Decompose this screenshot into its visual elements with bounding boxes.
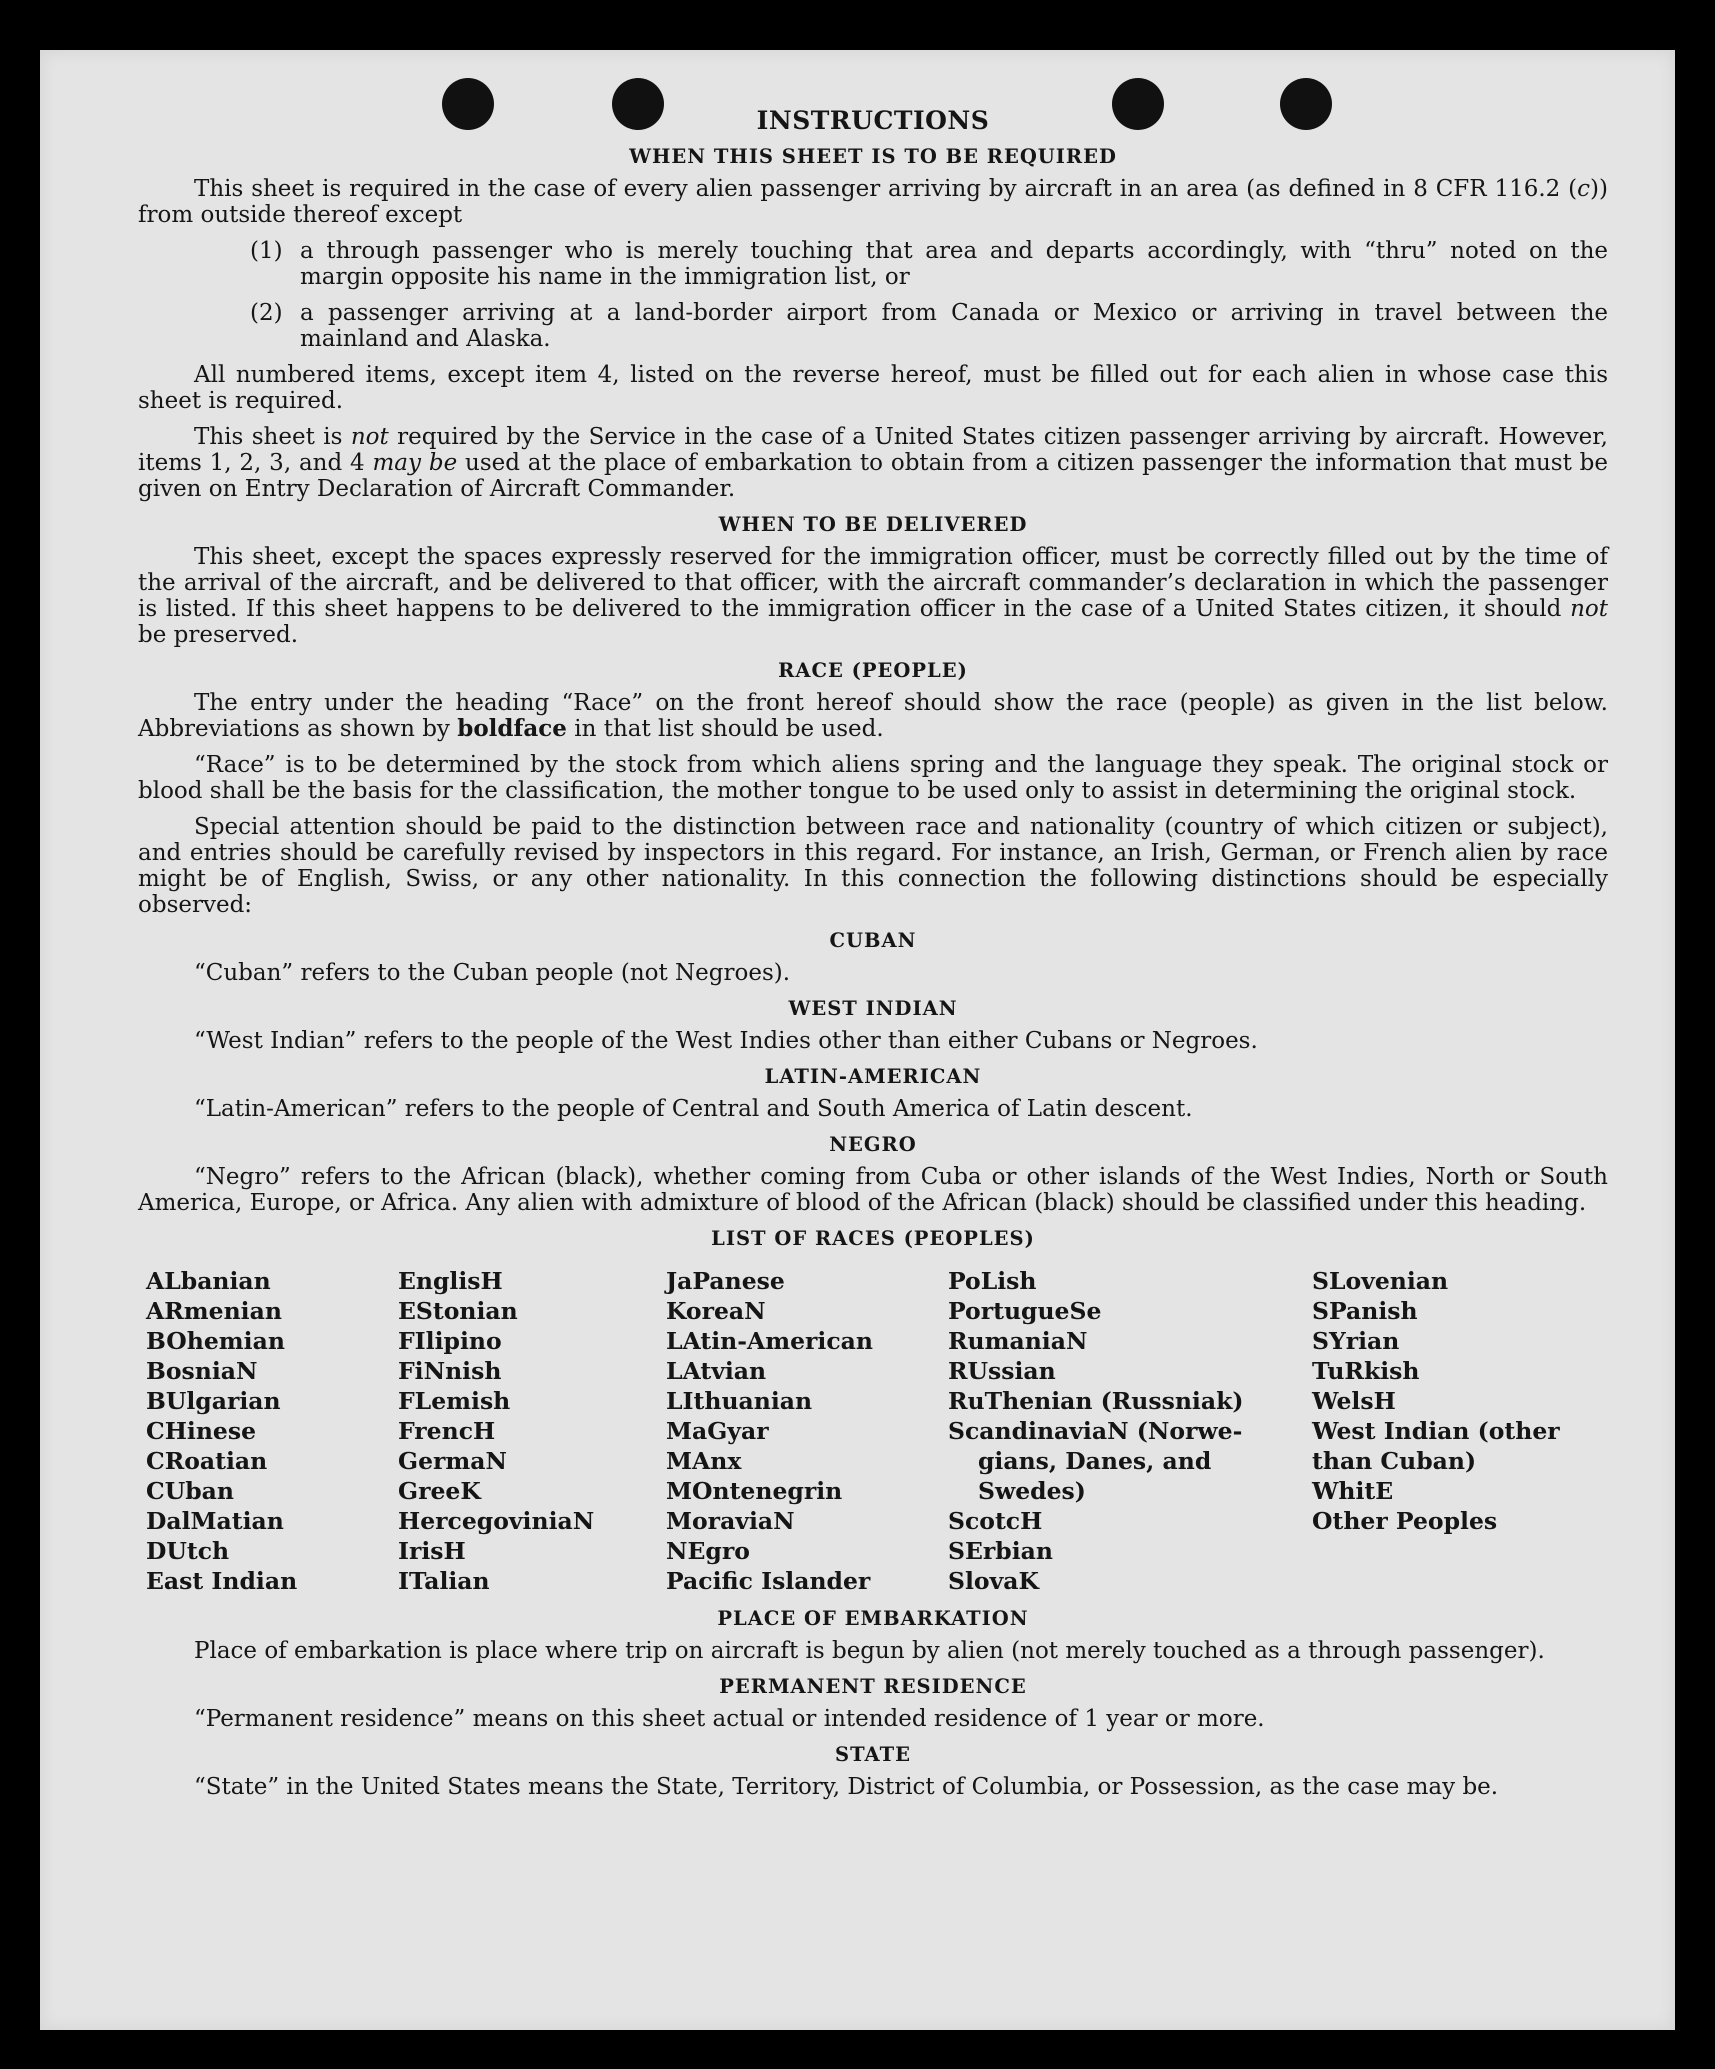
race-item: SErbian (948, 1537, 1053, 1565)
race-item: SlovaK (948, 1567, 1039, 1595)
heading-list-of-races: LIST OF RACES (PEOPLES) (711, 1227, 1035, 1250)
race-item: FLemish (398, 1387, 511, 1415)
race-list (146, 1266, 1608, 1596)
heading-race: RACE (PEOPLE) (778, 659, 968, 682)
race-item: MAnx (666, 1447, 742, 1475)
heading-state: STATE (835, 1743, 911, 1766)
race-item: PoLish (948, 1267, 1037, 1295)
race-item: CUban (146, 1477, 234, 1505)
race-item: LAtin-American (666, 1327, 873, 1355)
race-item: SPanish (1312, 1297, 1418, 1325)
race-item: HercegoviniaN (398, 1507, 595, 1535)
document-body (138, 108, 1608, 1810)
heading-embarkation: PLACE OF EMBARKATION (717, 1607, 1029, 1630)
race-item: CHinese (146, 1417, 257, 1445)
paragraph-delivered: This sheet, except the spaces expressly reserved for the immigration officer, must be correctly filled out by the time of the arrival of the aircraft, and be delivered to that officer, with the aircraft commander’s declaration in which the passenger is listed. If this sheet happens to be delivered to the immigration officer in the case of a United States citizen, it should not be preserved. (138, 544, 1608, 648)
paragraph-required: This sheet is required in the case of every alien passenger arriving by aircraft in an area (as defined in 8 CFR 116.2 (c)) from outside thereof except (138, 176, 1608, 228)
heading-delivered: WHEN TO BE DELIVERED (718, 513, 1028, 536)
heading-negro: NEGRO (829, 1133, 917, 1156)
race-item: DUtch (146, 1537, 230, 1565)
race-item: West Indian (other (1312, 1417, 1560, 1445)
race-column-3 (666, 1266, 948, 1596)
paragraph-cuban: “Cuban” refers to the Cuban people (not Negroes). (194, 960, 791, 986)
race-item: ALbanian (146, 1267, 271, 1295)
paragraph-permanent-residence: “Permanent residence” means on this sheet actual or intended residence of 1 year or more. (194, 1706, 1265, 1732)
race-item-continued: Swedes) (978, 1477, 1086, 1505)
race-column-1 (146, 1266, 398, 1596)
race-item: KoreaN (666, 1297, 766, 1325)
paragraph-race-entry: The entry under the heading “Race” on the front hereof should show the race (people) as given in the list below. Abbreviations as shown by boldface in that list should be used. (138, 690, 1608, 742)
item-text: a through passenger who is merely touching that area and departs accordingly, with “thru” noted on the margin opposite his name in the immigration list, or (300, 238, 1608, 290)
heading-required: WHEN THIS SHEET IS TO BE REQUIRED (629, 145, 1117, 168)
race-item: Other Peoples (1312, 1507, 1498, 1535)
race-item: FIlipino (398, 1327, 502, 1355)
race-item: LAtvian (666, 1357, 767, 1385)
item-number: (2) (250, 300, 283, 326)
paragraph-latin-american: “Latin-American” refers to the people of Central and South America of Latin descent. (194, 1096, 1193, 1122)
paragraph-citizen: This sheet is not required by the Service in the case of a United States citizen passenger arriving by aircraft. However, items 1, 2, 3, and 4 may be used at the place of embarkation to obtain from a citizen passenger the information that must be given on Entry Declaration of Aircraft Commander. (138, 424, 1609, 502)
race-item: IrisH (398, 1537, 466, 1565)
item-number: (1) (250, 238, 283, 264)
race-item: GreeK (398, 1477, 481, 1505)
race-item-continued: gians, Danes, and (978, 1447, 1212, 1475)
paragraph-state: “State” in the United States means the State, Territory, District of Columbia, or Possession, as the case may be. (194, 1774, 1499, 1800)
heading-west-indian: WEST INDIAN (788, 997, 958, 1020)
race-item: SYrian (1312, 1327, 1400, 1355)
race-column-2 (398, 1266, 666, 1596)
paragraph-race-nationality: Special attention should be paid to the distinction between race and nationality (country of which citizen or subject), and entries should be carefully revised by inspectors in this regard. For instance, an Irish, German, or French alien by race might be of English, Swiss, or any other nationality. In this connection the following distinctions should be especially observed: (138, 814, 1608, 918)
paragraph-west-indian: “West Indian” refers to the people of the West Indies other than either Cubans or Negroes. (194, 1028, 1258, 1054)
page-title: INSTRUCTIONS (756, 106, 990, 135)
race-item: LIthuanian (666, 1387, 813, 1415)
race-item: ARmenian (146, 1297, 282, 1325)
race-item: BUlgarian (146, 1387, 281, 1415)
document-sheet (40, 50, 1675, 2030)
race-item: MaGyar (666, 1417, 769, 1445)
race-item: East Indian (146, 1567, 298, 1595)
race-item: CRoatian (146, 1447, 268, 1475)
race-column-4 (948, 1266, 1312, 1596)
race-item: DalMatian (146, 1507, 284, 1535)
paragraph-race-definition: “Race” is to be determined by the stock from which aliens spring and the language they speak. The original stock or blood shall be the basis for the classification, the mother tongue to be used only to assist in determining the original stock. (138, 752, 1608, 804)
race-item: EStonian (398, 1297, 518, 1325)
race-item: TuRkish (1312, 1357, 1420, 1385)
race-item: BosniaN (146, 1357, 258, 1385)
race-item: RuThenian (Russniak) (948, 1387, 1244, 1415)
race-item: BOhemian (146, 1327, 285, 1355)
race-item: NEgro (666, 1537, 750, 1565)
race-item: GermaN (398, 1447, 507, 1475)
race-item: ScotcH (948, 1507, 1043, 1535)
race-item: ITalian (398, 1567, 490, 1595)
paragraph-numbered-items: All numbered items, except item 4, listed on the reverse hereof, must be filled out for each alien in whose case this sheet is required. (138, 362, 1608, 414)
exception-item-2 (250, 300, 1608, 352)
paragraph-negro: “Negro” refers to the African (black), whether coming from Cuba or other islands of the West Indies, North or South America, Europe, or Africa. Any alien with admixture of blood of the African (black) should be classified under this heading. (138, 1164, 1608, 1216)
race-item: WhitE (1312, 1477, 1394, 1505)
heading-permanent-residence: PERMANENT RESIDENCE (719, 1675, 1027, 1698)
race-item: SLovenian (1312, 1267, 1449, 1295)
race-item: MOntenegrin (666, 1477, 843, 1505)
item-text: a passenger arriving at a land-border airport from Canada or Mexico or arriving in travel between the mainland and Alaska. (300, 300, 1608, 352)
race-column-5 (1312, 1266, 1572, 1596)
race-item: EnglisH (398, 1267, 503, 1295)
race-item: FiNnish (398, 1357, 502, 1385)
paragraph-embarkation: Place of embarkation is place where trip on aircraft is begun by alien (not merely touched as a through passenger). (194, 1638, 1545, 1664)
race-item: WelsH (1312, 1387, 1396, 1415)
race-item: FrencH (398, 1417, 496, 1445)
race-item: RumaniaN (948, 1327, 1088, 1355)
race-item: JaPanese (666, 1267, 785, 1295)
heading-cuban: CUBAN (829, 929, 917, 952)
race-item: RUssian (948, 1357, 1056, 1385)
race-item: MoraviaN (666, 1507, 795, 1535)
heading-latin-american: LATIN-AMERICAN (764, 1065, 982, 1088)
race-item-continued: than Cuban) (1312, 1447, 1477, 1475)
race-item: Pacific Islander (666, 1567, 871, 1595)
race-item: PortugueSe (948, 1297, 1102, 1325)
race-item: ScandinaviaN (Norwe- (948, 1417, 1243, 1445)
exception-item-1 (250, 238, 1608, 290)
